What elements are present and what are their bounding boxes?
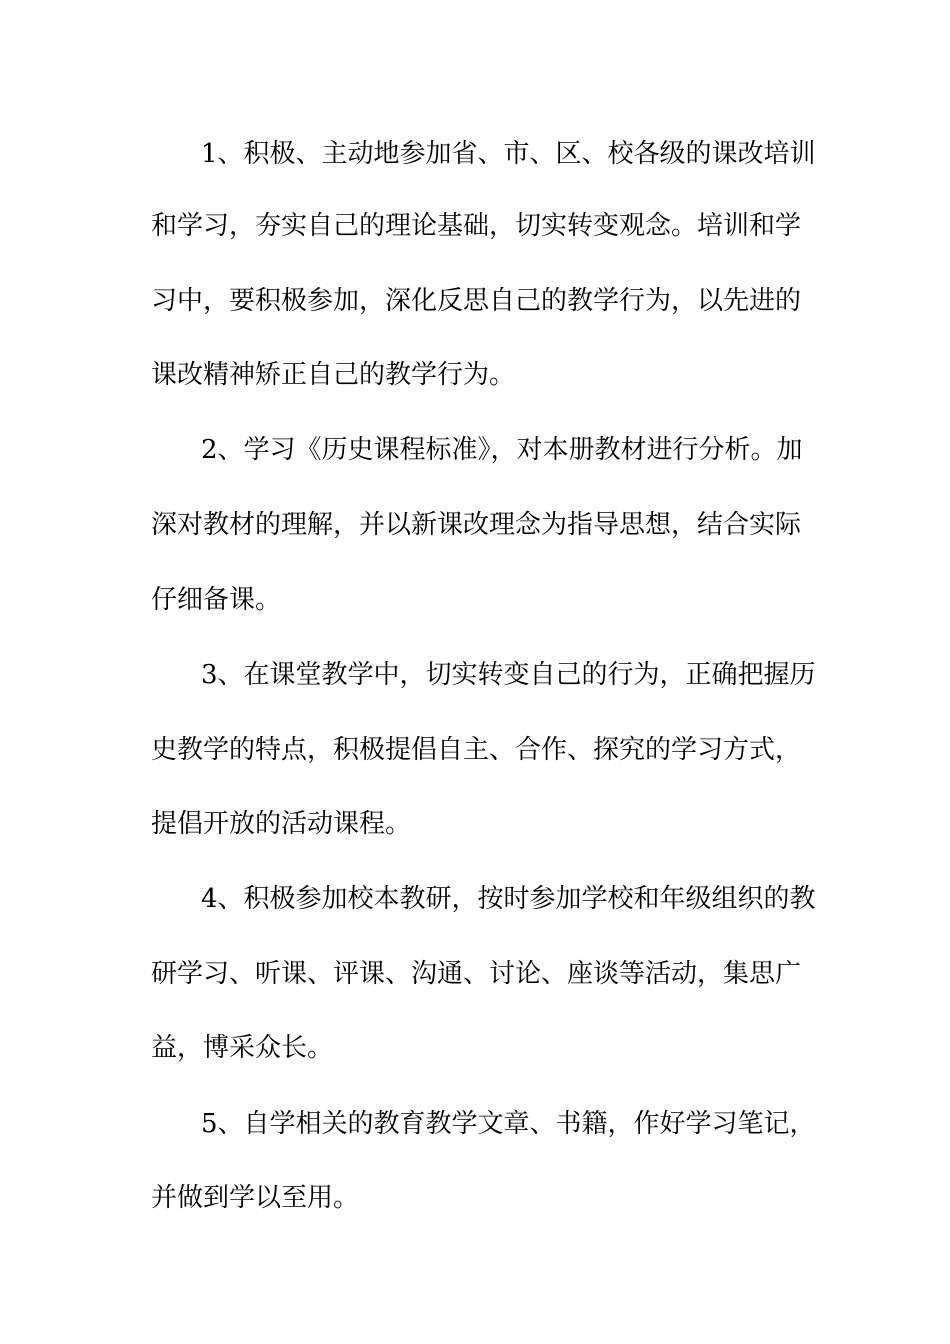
paragraph-line: 并做到学以至用。 [151,1183,360,1213]
paragraph-line: 史教学的特点，积极提倡自主、合作、探究的学习方式， [151,735,802,765]
paragraph-line: 2、学习《历史课程标准》，对本册教材进行分析。加 [201,435,803,465]
paragraph-line: 深对教材的理解，并以新课改理念为指导思想，结合实际 [151,510,802,540]
paragraph-line: 4、积极参加校本教研，按时参加学校和年级组织的教 [201,884,816,914]
paragraph-line: 研学习、听课、评课、沟通、讨论、座谈等活动，集思广 [151,959,802,989]
paragraph-line: 仔细备课。 [151,585,282,615]
paragraph-line: 习中，要积极参加，深化反思自己的教学行为，以先进的 [151,286,802,316]
paragraph-line: 1、积极、主动地参加省、市、区、校各级的课改培训 [201,139,816,169]
paragraph-line: 益，博采众长。 [151,1033,334,1063]
paragraph-line: 5、自学相关的教育教学文章、书籍，作好学习笔记， [201,1109,816,1139]
paragraph-line: 3、在课堂教学中，切实转变自己的行为，正确把握历 [201,660,816,690]
paragraph-line: 提倡开放的活动课程。 [151,809,412,839]
paragraph-line: 课改精神矫正自己的教学行为。 [151,360,516,390]
paragraph-line: 和学习，夯实自己的理论基础，切实转变观念。培训和学 [151,211,802,241]
